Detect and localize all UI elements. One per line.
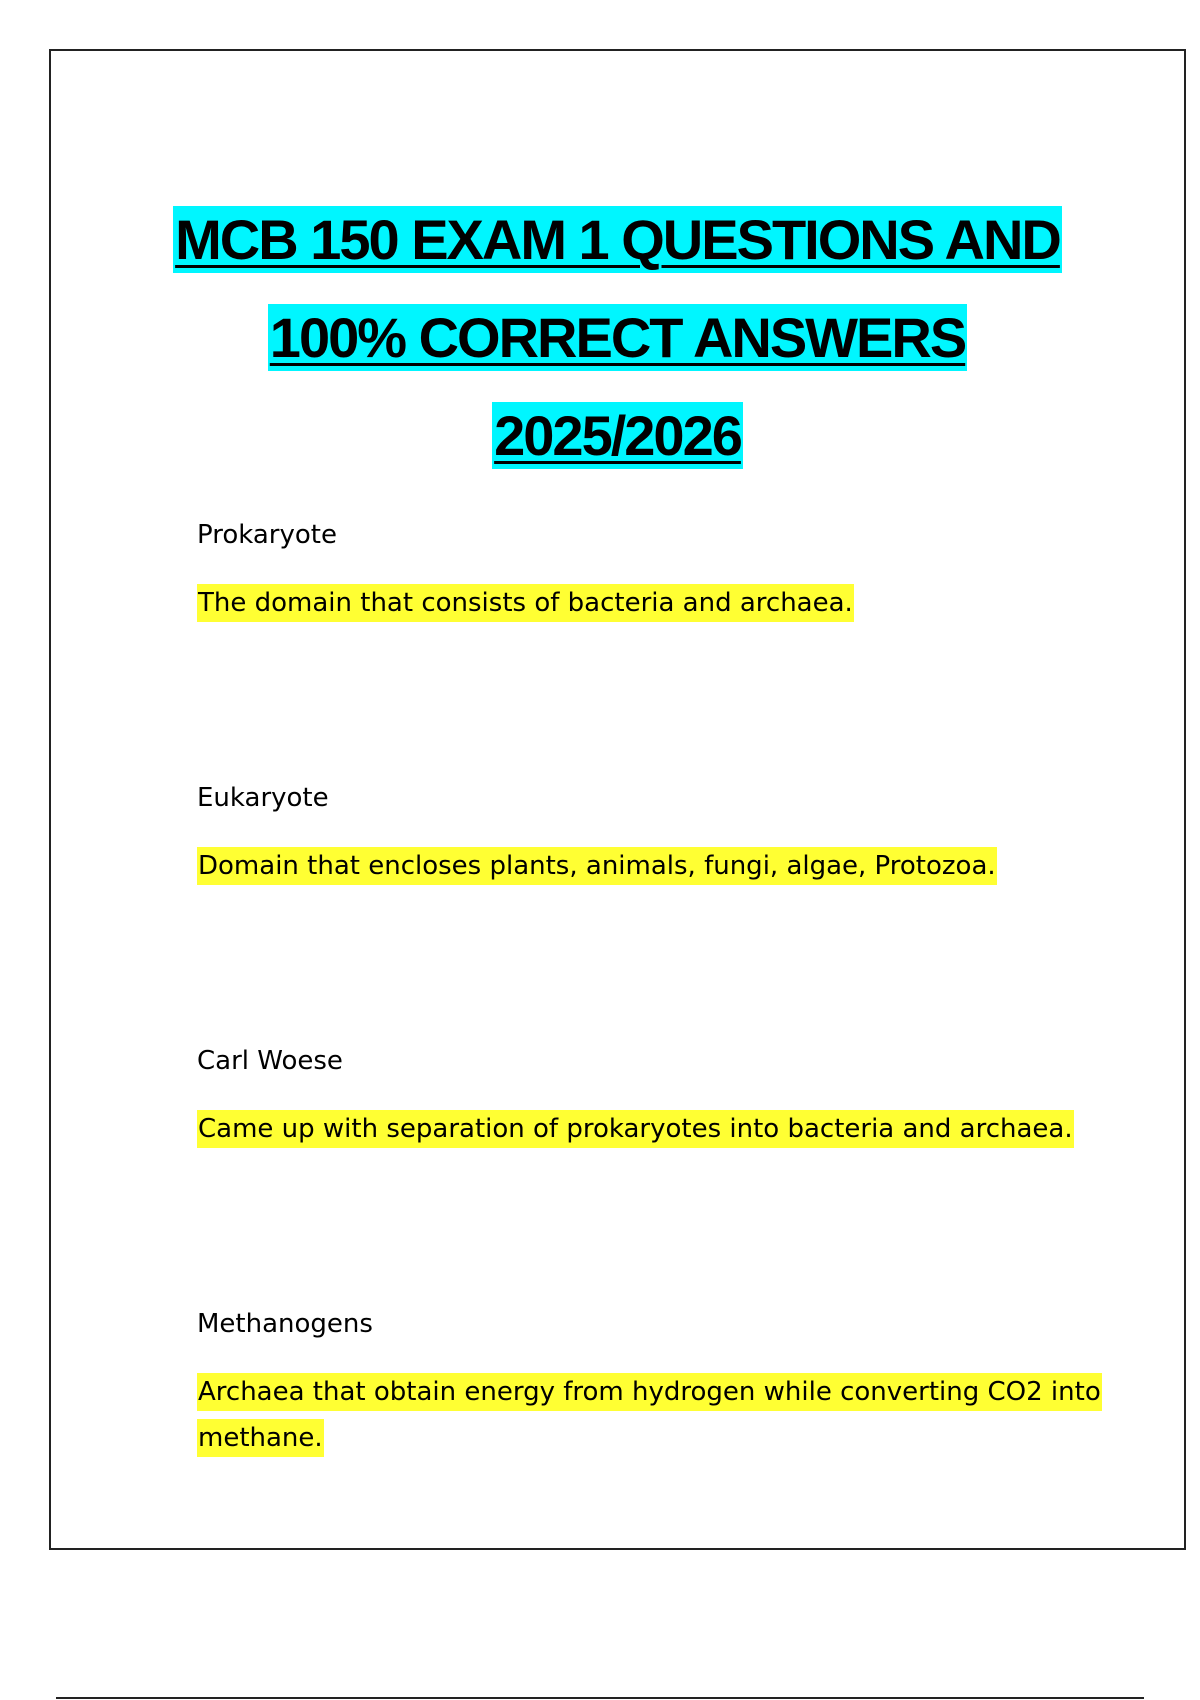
title-text-3: 2025/2026	[494, 404, 741, 467]
qa-answer-container	[197, 580, 1147, 626]
title-text-2: 100% CORRECT ANSWERS	[269, 306, 966, 369]
qa-answer-container	[197, 1369, 1147, 1461]
qa-answer: Domain that encloses plants, animals, fungi, algae, Protozoa.	[197, 847, 997, 885]
title-line-1	[51, 191, 1184, 289]
qa-item-methanogens	[197, 1307, 1147, 1461]
document-page	[49, 49, 1186, 1550]
title-text-1: MCB 150 EXAM 1 QUESTIONS AND	[175, 208, 1060, 271]
qa-term: Prokaryote	[197, 520, 337, 550]
qa-item-prokaryote	[197, 518, 1147, 626]
document-title	[51, 191, 1184, 485]
qa-term: Eukaryote	[197, 783, 329, 813]
qa-answer-container	[197, 843, 1147, 889]
title-line-3	[51, 387, 1184, 485]
qa-item-eukaryote	[197, 781, 1147, 889]
qa-answer: The domain that consists of bacteria and archaea.	[197, 584, 854, 622]
qa-answer: Came up with separation of prokaryotes into bacteria and archaea.	[197, 1110, 1074, 1148]
next-page-top-edge	[56, 1697, 1144, 1699]
qa-term: Methanogens	[197, 1309, 373, 1339]
qa-term: Carl Woese	[197, 1046, 343, 1076]
qa-answer-container	[197, 1106, 1147, 1152]
qa-item-carl-woese	[197, 1044, 1147, 1152]
qa-answer: Archaea that obtain energy from hydrogen while converting CO2 into methane.	[197, 1373, 1102, 1457]
title-line-2	[51, 289, 1184, 387]
